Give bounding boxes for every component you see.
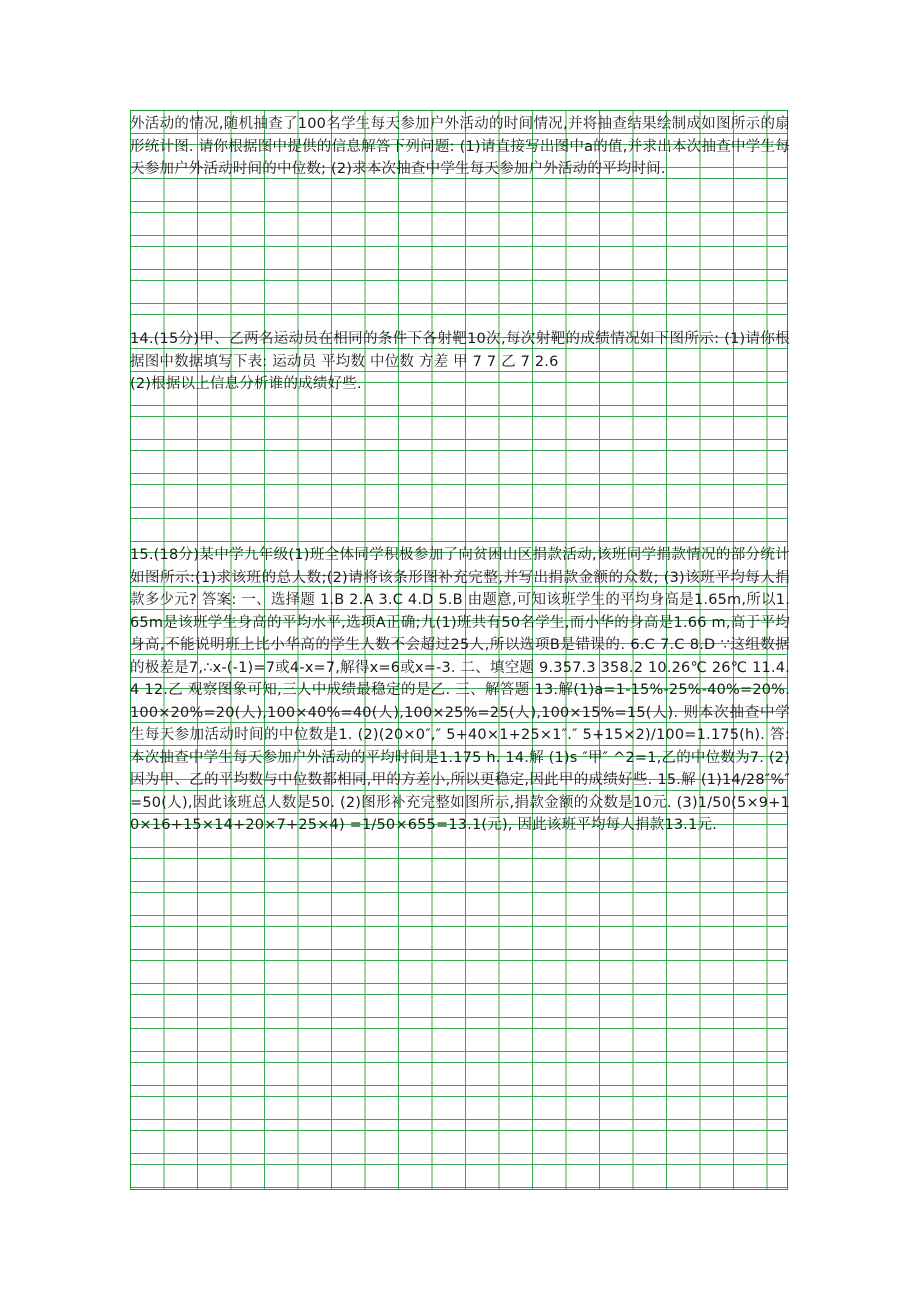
question-14-part2: (2)根据以上信息分析谁的成绩好些. [130, 376, 362, 392]
question-14-body [130, 328, 790, 396]
question-15-text: 15.(18分)某中学九年级(1)班全体同学积极参加了向贫困山区捐款活动,该班同学捐款情况的部分统计如图所示:(1)求该班的总人数;(2)请将该条形图补充完整,并写出捐款金额的众数; (3)该班平均每人捐款多少元? 答案: 一、选择题 1.B 2.A 3.C 4.D 5.B 由题意,可知该班学生的平均身高是1.65m,所以1.65m是该班学生身高的平均水平,选项A正确;九(1)班共有50名学生,而小华的身高是1.66 m,高于平均身高,不能说明班上比小华高的学生人数不会超过25人,所以选项B是错误的. 6.C 7.C 8.D ∵这组数据的极差是7,∴x-(-1)=7或4-x=7,解得x=6或x=-3. 二、填空题 9.357.3 358.2 10.26℃ 26℃ 11.4.4 12.乙 观察图象可知,三人中成绩最稳定的是乙. 三、解答题 13.解(1)a=1-15%-25%-40%=20%. 100×20%=20(人),100×40%=40(人),100×25%=25(人),100×15%=15(人). 则本次抽查中学生每天参加活动时间的中位数是1. (2)(20×0″,″ 5+40×1+25×1″.″ 5+15×2)/100=1.175(h). 答:本次抽查中学生每天参加户外活动的平均时间是1.175 h. 14.解 (1)s ″甲″ ^2=1,乙的中位数为7. (2)因为甲、乙的平均数与中位数都相同,甲的方差小,所以更稳定,因此甲的成绩好些. 15.解 (1)14/28″%″ =50(人),因此该班总人数是50. (2)图形补充完整如图所示,捐款金额的众数是10元. (3)1/50(5×9+10×16+15×14+20×7+25×4) =1/50×655=13.1(元), 因此该班平均每人捐款13.1元. [130, 547, 790, 833]
question-13-body [130, 113, 790, 181]
question-13-text: 外活动的情况,随机抽查了100名学生每天参加户外活动的时间情况,并将抽查结果绘制成如图所示的扇形统计图. 请你根据图中提供的信息解答下列问题: (1)请直接写出图中a的值,并求出本次抽查中学生每天参加户外活动时间的中位数; (2)求本次抽查中学生每天参加户外活动的平均时间. [130, 116, 790, 177]
question-14-text: 14.(15分)甲、乙两名运动员在相同的条件下各射靶10次,每次射靶的成绩情况如下图所示: (1)请你根据图中数据填写下表: 运动员 平均数 中位数 方差 甲 7 7 乙 7 2.6 [130, 331, 790, 370]
question-15-and-answers [130, 544, 790, 837]
